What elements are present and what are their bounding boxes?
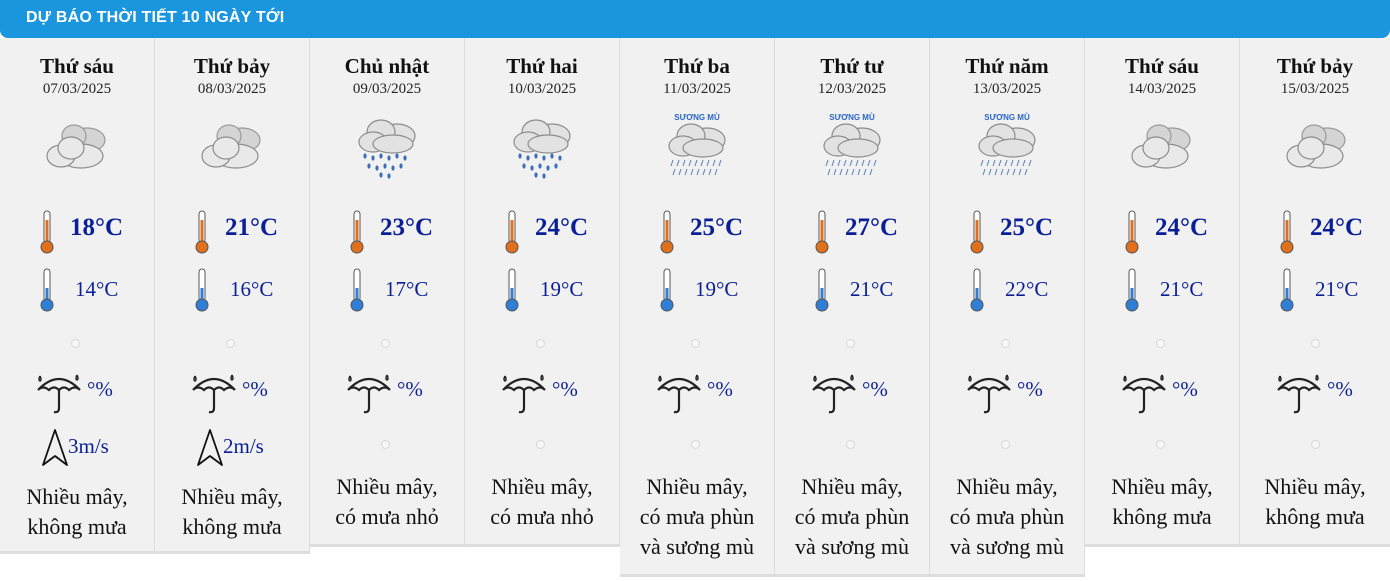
day-name: Thứ bảy — [193, 54, 271, 78]
separator-dot — [226, 339, 235, 348]
temp-min: 21°C — [1160, 277, 1204, 301]
umbrella-icon — [810, 368, 858, 416]
separator-dot — [1001, 440, 1010, 449]
forecast-title: DỰ BÁO THỜI TIẾT 10 NGÀY TỚI — [26, 9, 285, 26]
day-card — [465, 38, 620, 547]
temp-max: 27°C — [845, 214, 899, 241]
temp-max: 25°C — [690, 214, 744, 241]
separator-dot — [691, 440, 700, 449]
umbrella-icon — [1120, 368, 1168, 416]
weather-description: Nhiều mây, có mưa nhỏ — [335, 474, 439, 529]
temp-min: 19°C — [695, 277, 739, 301]
temp-max: 25°C — [1000, 214, 1054, 241]
day-name: Thứ bảy — [1276, 54, 1354, 78]
thermometer-high-icon — [815, 210, 829, 254]
temp-max: 24°C — [535, 214, 589, 241]
day-date: 09/03/2025 — [352, 81, 422, 97]
umbrella-icon — [190, 368, 238, 416]
separator-dot — [1311, 440, 1320, 449]
thermometer-low-icon — [40, 268, 54, 312]
rain-chance: °% — [1017, 377, 1043, 401]
separator-dot — [71, 339, 80, 348]
weather-description: Nhiều mây, không mưa — [181, 484, 283, 539]
thermometer-low-icon — [350, 268, 364, 312]
weather-description: Nhiều mây, không mưa — [26, 484, 128, 539]
temp-min: 16°C — [230, 277, 274, 301]
temp-min: 21°C — [1315, 277, 1359, 301]
temp-max: 24°C — [1310, 214, 1364, 241]
day-card — [1085, 38, 1240, 547]
rain-chance: °% — [87, 377, 113, 401]
thermometer-low-icon — [970, 268, 984, 312]
separator-dot — [1156, 440, 1165, 449]
separator-dot — [846, 440, 855, 449]
fog-drizzle-icon — [661, 112, 733, 182]
rain-chance: °% — [552, 377, 578, 401]
separator-dot — [536, 339, 545, 348]
temp-max: 24°C — [1155, 214, 1209, 241]
separator-dot — [1001, 339, 1010, 348]
day-date: 12/03/2025 — [817, 81, 887, 97]
thermometer-low-icon — [815, 268, 829, 312]
thermometer-high-icon — [350, 210, 364, 254]
thermometer-high-icon — [1125, 210, 1139, 254]
temp-min: 22°C — [1005, 277, 1049, 301]
day-name: Thứ sáu — [1125, 54, 1199, 78]
umbrella-icon — [35, 368, 83, 416]
wind-direction-icon — [41, 428, 69, 468]
weather-description: Nhiều mây, có mưa phùn và sương mù — [639, 474, 755, 559]
separator-dot — [1311, 339, 1320, 348]
light-rain-icon — [506, 112, 578, 182]
wind-speed: 3m/s — [68, 434, 109, 458]
temp-max: 21°C — [225, 214, 279, 241]
day-date: 15/03/2025 — [1280, 81, 1350, 97]
rain-chance: °% — [707, 377, 733, 401]
temp-min: 17°C — [385, 277, 429, 301]
separator-dot — [691, 339, 700, 348]
thermometer-low-icon — [660, 268, 674, 312]
rain-chance: °% — [242, 377, 268, 401]
forecast-header — [0, 0, 1390, 38]
separator-dot — [536, 440, 545, 449]
day-card — [930, 38, 1085, 577]
day-name: Thứ sáu — [40, 54, 114, 78]
thermometer-low-icon — [1125, 268, 1139, 312]
cloudy-icon — [1281, 112, 1353, 182]
thermometer-high-icon — [660, 210, 674, 254]
day-card — [1240, 38, 1390, 547]
temp-min: 14°C — [75, 277, 119, 301]
day-card — [620, 38, 775, 577]
weather-description: Nhiều mây, không mưa — [1111, 474, 1213, 529]
thermometer-low-icon — [505, 268, 519, 312]
thermometer-high-icon — [505, 210, 519, 254]
wind-direction-icon — [196, 428, 224, 468]
thermometer-high-icon — [195, 210, 209, 254]
thermometer-low-icon — [195, 268, 209, 312]
cloudy-icon — [196, 112, 268, 182]
weather-description: Nhiều mây, không mưa — [1264, 474, 1366, 529]
temp-min: 19°C — [540, 277, 584, 301]
day-card — [310, 38, 465, 547]
weather-description: Nhiều mây, có mưa phùn và sương mù — [949, 474, 1065, 559]
rain-chance: °% — [862, 377, 888, 401]
day-date: 10/03/2025 — [507, 81, 577, 97]
separator-dot — [381, 339, 390, 348]
temp-max: 18°C — [70, 214, 124, 241]
rain-chance: °% — [397, 377, 423, 401]
day-card — [155, 38, 310, 554]
day-card — [0, 38, 155, 554]
svg-text:SƯƠNG MÙ: SƯƠNG MÙ — [984, 113, 1030, 122]
light-rain-icon — [351, 112, 423, 182]
separator-dot — [1156, 339, 1165, 348]
thermometer-high-icon — [40, 210, 54, 254]
umbrella-icon — [965, 368, 1013, 416]
day-name: Thứ tư — [820, 54, 884, 78]
fog-drizzle-icon — [816, 112, 888, 182]
day-date: 14/03/2025 — [1127, 81, 1197, 97]
umbrella-icon — [655, 368, 703, 416]
day-date: 08/03/2025 — [197, 81, 267, 97]
temp-min: 21°C — [850, 277, 894, 301]
day-name: Chủ nhật — [344, 54, 430, 78]
temp-max: 23°C — [380, 214, 434, 241]
umbrella-icon — [1275, 368, 1323, 416]
weather-description: Nhiều mây, có mưa nhỏ — [490, 474, 594, 529]
day-date: 13/03/2025 — [972, 81, 1042, 97]
day-date: 11/03/2025 — [663, 81, 731, 97]
wind-speed: 2m/s — [223, 434, 264, 458]
rain-chance: °% — [1327, 377, 1353, 401]
separator-dot — [846, 339, 855, 348]
forecast-grid — [0, 38, 1390, 581]
day-name: Thứ năm — [965, 54, 1049, 78]
rain-chance: °% — [1172, 377, 1198, 401]
umbrella-icon — [345, 368, 393, 416]
day-name: Thứ hai — [506, 54, 578, 78]
svg-text:SƯƠNG MÙ: SƯƠNG MÙ — [674, 113, 720, 122]
day-card — [775, 38, 930, 577]
weather-description: Nhiều mây, có mưa phùn và sương mù — [794, 474, 910, 559]
cloudy-icon — [1126, 112, 1198, 182]
umbrella-icon — [500, 368, 548, 416]
separator-dot — [381, 440, 390, 449]
thermometer-high-icon — [1280, 210, 1294, 254]
day-name: Thứ ba — [664, 54, 730, 78]
fog-drizzle-icon — [971, 112, 1043, 182]
cloudy-icon — [41, 112, 113, 182]
thermometer-low-icon — [1280, 268, 1294, 312]
svg-text:SƯƠNG MÙ: SƯƠNG MÙ — [829, 113, 875, 122]
thermometer-high-icon — [970, 210, 984, 254]
day-date: 07/03/2025 — [42, 81, 112, 97]
